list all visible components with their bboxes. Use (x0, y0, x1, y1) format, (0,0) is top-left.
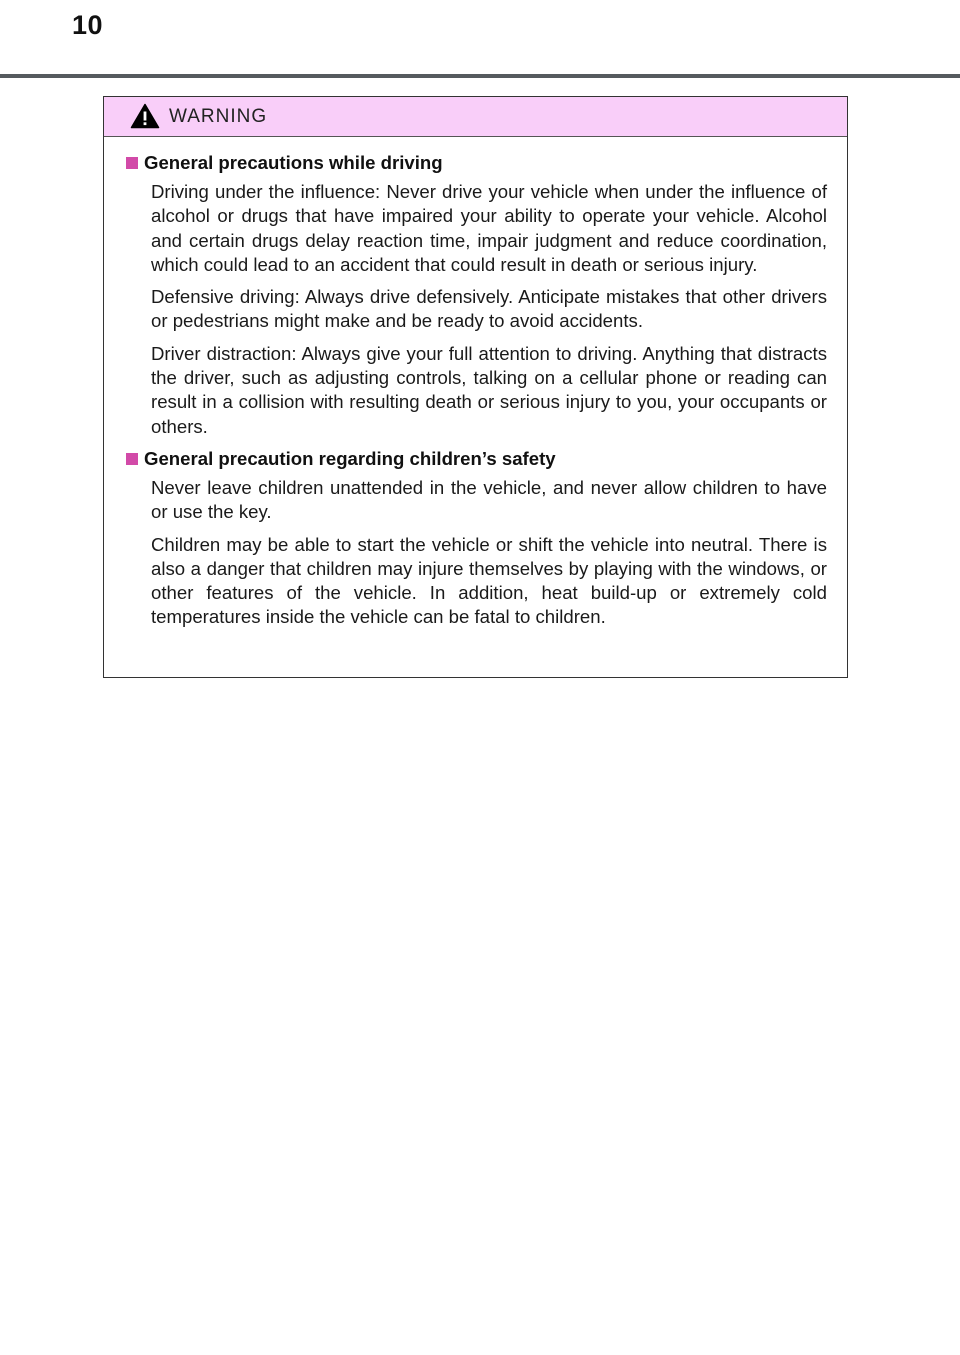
section-heading-text: General precaution regarding children’s safety (144, 447, 556, 469)
page-number: 10 (72, 10, 104, 40)
square-bullet-icon (126, 157, 138, 169)
section-driving-precautions (126, 151, 827, 439)
warning-body (104, 137, 847, 630)
warning-header (104, 97, 847, 137)
header-rule (0, 74, 960, 78)
paragraph-driving-under-influence: Driving under the influence: Never drive your vehicle when under the influence of alcohol or drugs that have impaired your ability to operate your vehicle. Alcohol and certain drugs delay reaction time, impair judgment and reduce coordination, which could lead to an accident that could result in death or serious injury. (151, 181, 827, 275)
section-childrens-safety (126, 447, 827, 630)
paragraph-children-unattended: Never leave children unattended in the vehicle, and never allow children to have or use the key. (151, 476, 827, 523)
warning-box (103, 96, 848, 678)
paragraph-defensive-driving: Defensive driving: Always drive defensively. Anticipate mistakes that other drivers or pedestrians might make and be ready to avoid accidents. (151, 286, 827, 332)
section-heading (126, 447, 827, 471)
square-bullet-icon (126, 453, 138, 465)
paragraph-driver-distraction: Driver distraction: Always give your full attention to driving. Anything that distracts the driver, such as adjusting controls, talking on a cellular phone or reading can result in a collision with resulting death or serious injury to you, your occupants or others. (151, 342, 827, 437)
warning-triangle-icon (130, 103, 160, 129)
paragraph-children-dangers: Children may be able to start the vehicle or shift the vehicle into neutral. There is also a danger that children may injure themselves by playing with the windows, or other features of the vehicle. In addition, heat build-up or extremely cold temperatures inside the vehicle can be fatal to children. (151, 533, 827, 628)
warning-title: WARNING (169, 105, 268, 127)
section-heading-text: General precautions while driving (144, 152, 443, 173)
section-heading (126, 151, 827, 175)
